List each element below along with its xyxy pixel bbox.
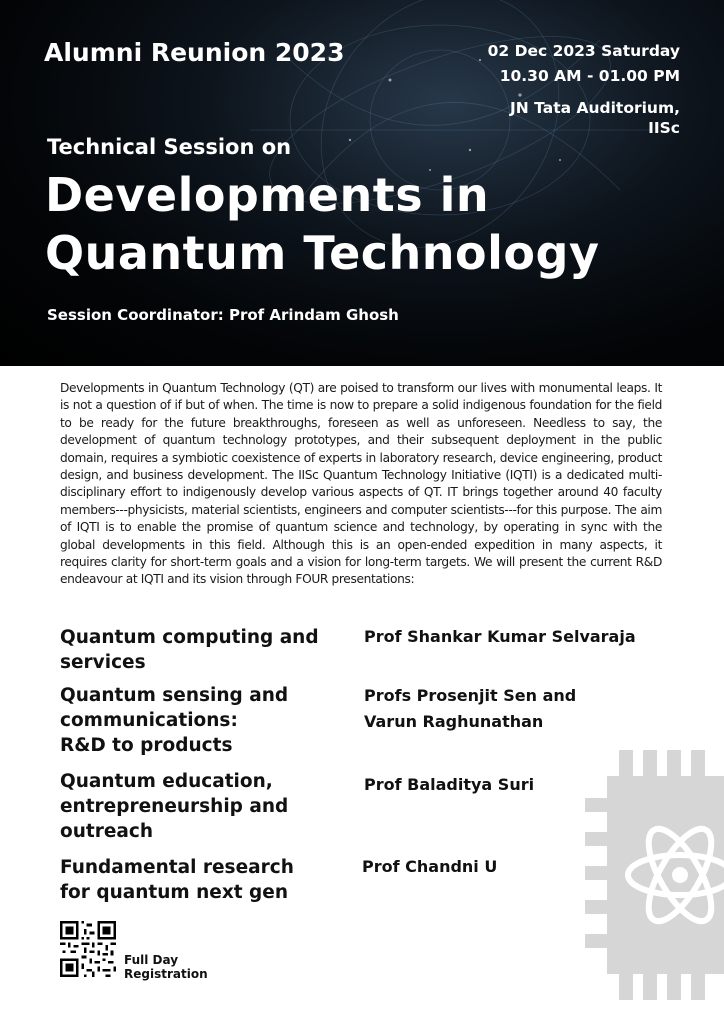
talk-speaker-line: Prof Chandni U: [362, 857, 498, 876]
talk-title-2: [60, 683, 288, 758]
talk-title-1: [60, 625, 319, 675]
talk-speaker-4: [362, 854, 497, 880]
talk-title-line: Quantum education,: [60, 771, 273, 792]
talk-speaker-line: Varun Raghunathan: [364, 712, 544, 731]
talk-title-line: entrepreneurship and: [60, 796, 289, 817]
qr-code-icon[interactable]: [60, 921, 116, 977]
talk-title-line: Fundamental research: [60, 857, 294, 878]
talk-title-line: R&D to products: [60, 735, 233, 756]
venue-line-1: JN Tata Auditorium,: [510, 99, 680, 117]
talk-title-3: [60, 769, 288, 844]
talk-speaker-line: Prof Shankar Kumar Selvaraja: [364, 627, 636, 646]
talk-title-line: Quantum computing and: [60, 627, 319, 648]
registration-line-2: Registration: [124, 967, 208, 981]
registration-label: [124, 953, 208, 981]
talk-title-line: services: [60, 652, 146, 673]
talk-title-line: communications:: [60, 710, 238, 731]
main-title-line-1: Developments in: [45, 168, 490, 222]
session-coordinator: Session Coordinator: Prof Arindam Ghosh: [47, 306, 399, 324]
event-venue: [440, 98, 680, 138]
talk-title-4: [60, 855, 294, 905]
main-title-line-2: Quantum Technology: [45, 226, 600, 280]
talk-title-line: outreach: [60, 821, 154, 842]
event-time: 10.30 AM - 01.00 PM: [499, 67, 680, 85]
talk-speaker-1: [364, 624, 636, 650]
talk-speaker-3: [364, 772, 534, 798]
event-title: Alumni Reunion 2023: [44, 38, 345, 67]
session-subtitle: Technical Session on: [47, 135, 292, 159]
talk-speaker-line: Profs Prosenjit Sen and: [364, 686, 577, 705]
talk-title-line: Quantum sensing and: [60, 685, 289, 706]
venue-line-2: IISc: [648, 119, 680, 137]
header-banner: [0, 0, 724, 366]
quantum-chip-icon: [585, 750, 724, 1000]
talk-speaker-2: [364, 683, 576, 735]
event-date: 02 Dec 2023 Saturday: [487, 42, 680, 60]
session-main-title: [45, 166, 599, 282]
talk-speaker-line: Prof Baladitya Suri: [364, 775, 535, 794]
registration-line-1: Full Day: [124, 953, 179, 967]
intro-paragraph: Developments in Quantum Technology (QT) are poised to transform our lives with monumental leaps. It is not a question of if but of when. The time is now to prepare a solid indigenous foundation for the field to be ready for the future breakthroughs, foreseen as well as unforeseen. Needless to say, the development of quantum technology prototypes, and their subsequent deployment in the public domain, requires a symbiotic coexistence of experts in laboratory research, device engineering, product design, and business development. The IISc Quantum Technology Initiative (IQTI) is a dedicated multi-disciplinary effort to indigenously develop various aspects of QT. IT brings together around 40 faculty members---physicists, material scientists, engineers and computer scientists---for this purpose. The aim of IQTI is to enable the promise of quantum science and technology, by operating in sync with the global developments in this field. Although this is an open-ended expedition in many aspects, it requires clarity for short-term goals and a vision for long-term targets. We will present the current R&D endeavour at IQTI and its vision through FOUR presentations:: [60, 381, 662, 587]
talk-title-line: for quantum next gen: [60, 882, 289, 903]
